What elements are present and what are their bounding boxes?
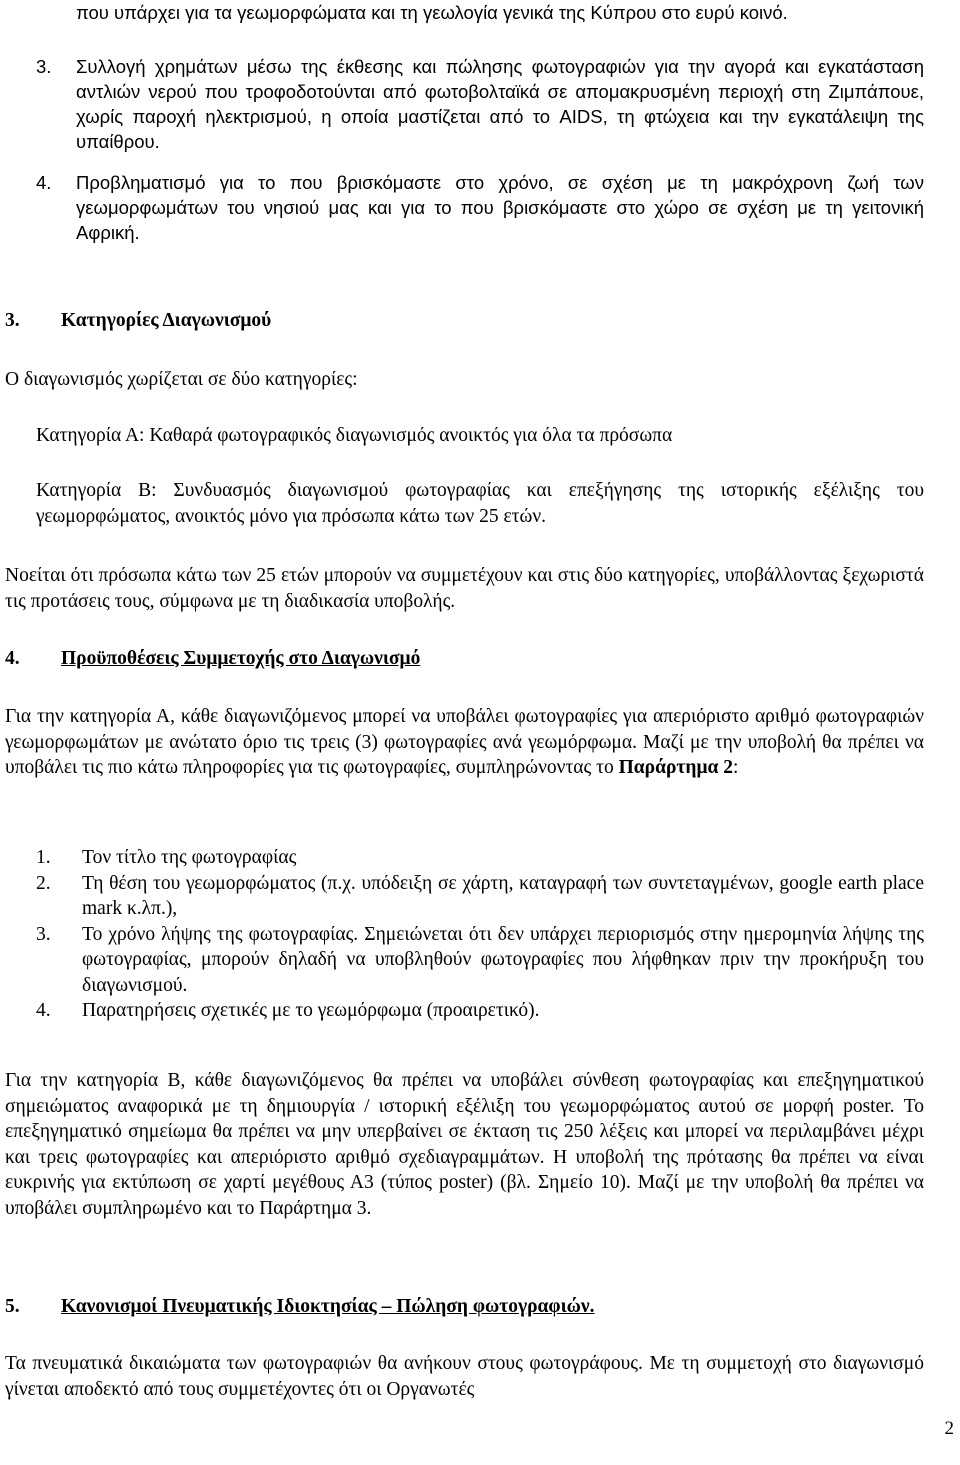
list-item	[36, 922, 924, 999]
para-a-text: Για την κατηγορία Α, κάθε διαγωνιζόμενος μπορεί να υποβάλει φωτογραφίες για απεριόριστο αριθμό φωτογραφιών γεωμορφωμάτων με ανώτατο όριο τις τρεις (3) φωτογραφίες ανά γεωμόρφωμα. Μαζί με την υποβολή θα πρέπει να υποβάλει τις πιο κάτω πληροφορίες για τις φωτογραφίες, συμπληρώνοντας το	[5, 706, 924, 778]
section-4-para-a	[5, 704, 924, 781]
section-4-heading	[5, 648, 420, 670]
goal-item-3	[36, 54, 924, 154]
category-b: Κατηγορία Β: Συνδυασμός διαγωνισμού φωτογραφίας και επεξήγησης της ιστορικής εξέλιξης του γεωμορφώματος, ανοικτός μόνο για πρόσωπα κάτω των 25 ετών.	[36, 480, 924, 527]
section-number: 5.	[5, 1296, 20, 1317]
goal-item-text: Προβληματισμό για το που βρισκόμαστε στο χρόνο, σε σχέση με τη μακρόχρονη ζωή των γεωμορφωμάτων του νησιού μας και για το που βρισκόμαστε στο χώρο σε σχέση με τη γειτονική Αφρική.	[76, 172, 924, 243]
section-title: Κανονισμοί Πνευματικής Ιδιοκτησίας – Πώληση φωτογραφιών.	[61, 1296, 595, 1317]
category-a: Κατηγορία Α: Καθαρά φωτογραφικός διαγωνισμός ανοικτός για όλα τα πρόσωπα	[36, 425, 673, 446]
section-number: 3.	[5, 310, 20, 331]
goal-item-4	[36, 170, 924, 245]
section-3-note: Νοείται ότι πρόσωπα κάτω των 25 ετών μπορούν να συμμετέχουν και στις δύο κατηγορίες, υποβάλλοντας ξεχωριστά τις προτάσεις τους, σύμφωνα με τη διαδικασία υποβολής.	[5, 565, 924, 612]
list-item	[36, 871, 924, 922]
annex-2-reference: Παράρτημα 2	[618, 757, 734, 778]
list-item-number: 3.	[36, 923, 51, 945]
list-item	[36, 845, 924, 871]
goal-item-number: 4.	[36, 172, 52, 193]
section-5-para: Τα πνευματικά δικαιώματα των φωτογραφιών θα ανήκουν στους φωτογράφους. Με τη συμμετοχή στο διαγωνισμό γίνεται αποδεκτό από τους συμμετέχοντες ότι οι Οργανωτές	[5, 1353, 924, 1400]
page-number: 2	[944, 1418, 954, 1439]
goal-item-number: 3.	[36, 56, 52, 77]
list-item-text: Το χρόνο λήψης της φωτογραφίας. Σημειώνεται ότι δεν υπάρχει περιορισμός στην ημερομηνία λήψης της φωτογραφίας, μπορούν δηλαδή να υποβληθούν φωτογραφίες που λήφθηκαν πριν την προκήρυξη του διαγωνισμού.	[82, 923, 924, 996]
list-item-text: Τον τίτλο της φωτογραφίας	[82, 847, 297, 868]
list-item-number: 4.	[36, 1000, 51, 1021]
goal-item-text: Συλλογή χρημάτων μέσω της έκθεσης και πώλησης φωτογραφιών για την αγορά και εγκατάσταση αντλιών νερού που τροφοδοτούνται από φωτοβολταϊκά σε απομακρυσμένη περιοχή στη Ζιμπάπουε, χωρίς παροχή ηλεκτρισμού, η οποία μαστίζεται από το AIDS, τη φτώχεια και την εγκατάλειψη της υπαίθρου.	[76, 56, 924, 152]
intro-continuation: που υπάρχει για τα γεωμορφώματα και τη γεωλογία γενικά της Κύπρου στο ευρύ κοινό.	[76, 2, 788, 23]
list-item-text: Παρατηρήσεις σχετικές με το γεωμόρφωμα (προαιρετικό).	[82, 1000, 540, 1021]
section-3-intro: Ο διαγωνισμός χωρίζεται σε δύο κατηγορίες:	[5, 369, 358, 390]
list-item-text: Τη θέση του γεωμορφώματος (π.χ. υπόδειξη σε χάρτη, καταγραφή των συντεταγμένων, google earth place mark κ.λπ.),	[82, 872, 924, 919]
required-info-list	[36, 845, 924, 1024]
section-4-para-b: Για την κατηγορία Β, κάθε διαγωνιζόμενος θα πρέπει να υποβάλει σύνθεση φωτογραφίας και επεξηγηματικού σημειώματος αναφορικά με τη δημιουργία / ιστορική εξέλιξη του γεωμορφώματος αυτού σε μορφή poster. Το επεξηγηματικό σημείωμα θα πρέπει να μην υπερβαίνει σε έκταση τις 250 λέξεις και μπορεί να περιλαμβάνει μέχρι και τρεις φωτογραφίες και απεριόριστο αριθμό σχεδιαγραμμάτων. Η υποβολή της πρότασης θα πρέπει να είναι ευκρινής για εκτύπωση σε χαρτί μεγέθους Α3 (τύπος poster) (βλ. Σημείο 10). Μαζί με την υποβολή θα πρέπει να υποβάλει συμπληρωμένο και το Παράρτημα 3.	[5, 1070, 924, 1219]
section-5-heading	[5, 1296, 594, 1318]
section-number: 4.	[5, 648, 20, 669]
section-title: Προϋποθέσεις Συμμετοχής στο Διαγωνισμό	[61, 648, 421, 669]
section-title: Κατηγορίες Διαγωνισμού	[61, 310, 272, 331]
section-3-heading	[5, 310, 271, 332]
list-item	[36, 998, 924, 1024]
list-item-number: 2.	[36, 872, 51, 894]
list-item-number: 1.	[36, 847, 51, 868]
para-a-colon: :	[733, 757, 739, 778]
